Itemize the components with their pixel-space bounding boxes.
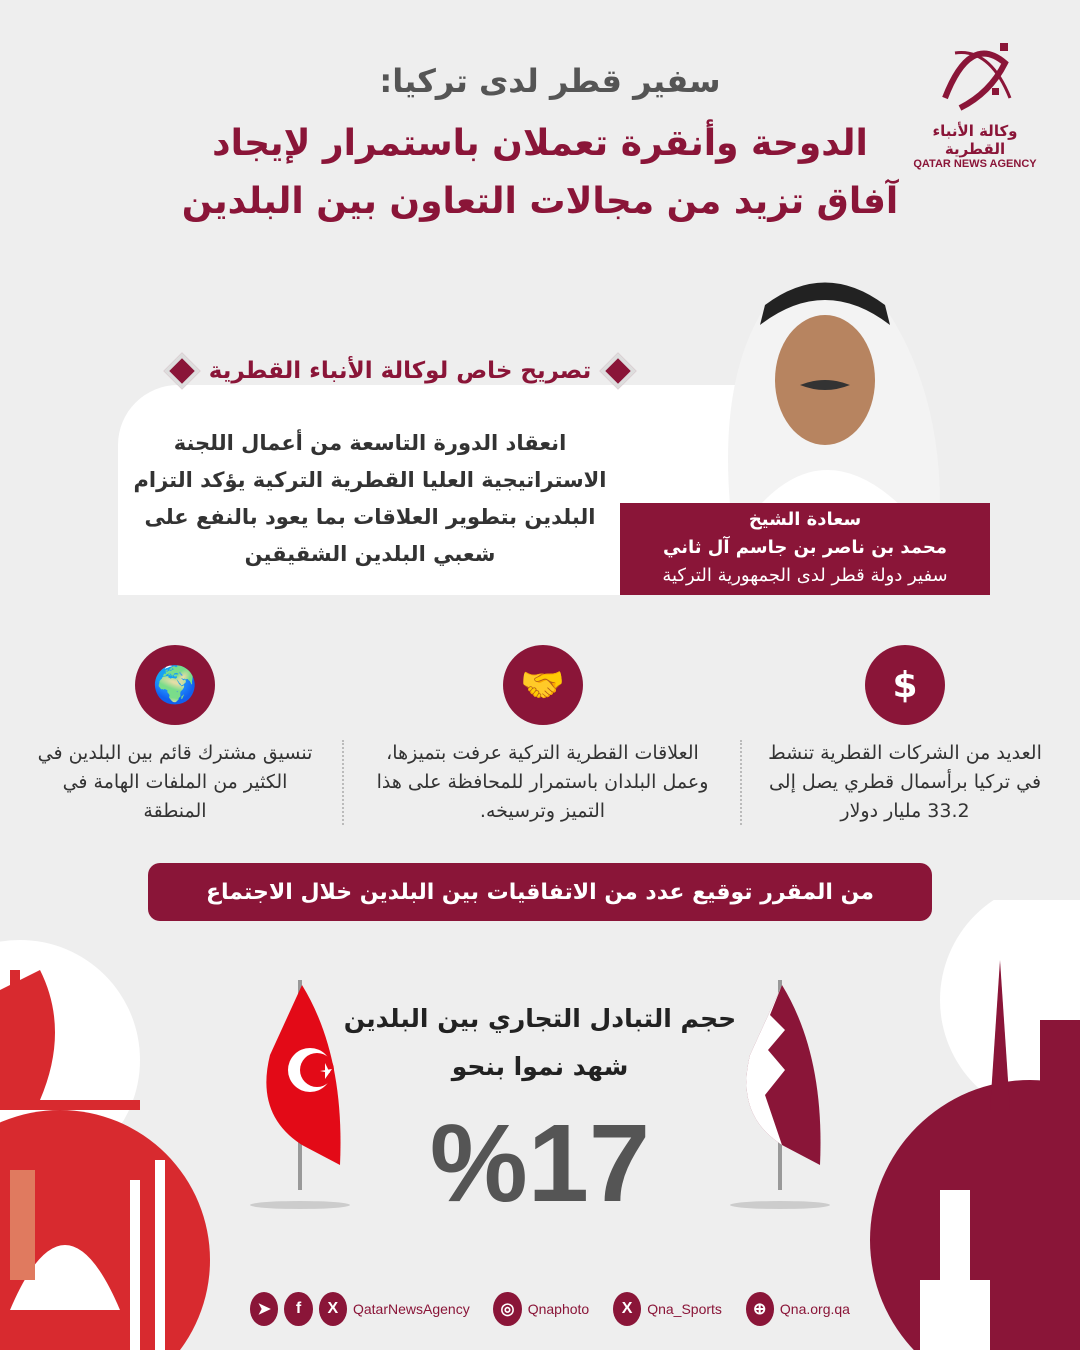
- instagram-icon[interactable]: ◎: [493, 1292, 521, 1326]
- diamond-icon: [163, 353, 200, 390]
- headline-kicker: سفير قطر لدى تركيا:: [379, 62, 721, 100]
- globe-icon[interactable]: ⊕: [746, 1292, 774, 1326]
- doha-skyline-illustration: [860, 900, 1080, 1350]
- x-icon[interactable]: X: [319, 1292, 347, 1326]
- ambassador-photo: [700, 255, 950, 505]
- telegram-icon[interactable]: ➤: [250, 1292, 278, 1326]
- feature-investment: [760, 645, 1050, 826]
- feature-text: العلاقات القطرية التركية عرفت بتميزها، وعمل البلدان باستمرار للمحافظة على هذا التميز وترسيخه.: [376, 742, 709, 822]
- statement-label-text: تصريح خاص لوكالة الأنباء القطرية: [208, 358, 592, 384]
- person-honorific: سعادة الشيخ: [748, 509, 862, 530]
- trade-growth-value: %17: [429, 1102, 651, 1225]
- person-title: سفير دولة قطر لدى الجمهورية التركية: [662, 565, 948, 586]
- headline-line-2: آفاق تزيد من مجالات التعاون بين البلدين: [181, 181, 899, 222]
- trade-volume: [330, 995, 750, 1091]
- feature-text: تنسيق مشترك قائم بين البلدين في الكثير من الملفات الهامة في المنطقة: [37, 742, 313, 822]
- headline: [150, 115, 930, 231]
- statement-quote: انعقاد الدورة التاسعة من أعمال اللجنة الاستراتيجية العليا القطرية التركية يؤكد التزام البلدين بتطوير العلاقات بما يعود بالنفع على شعبي البلدين الشقيقين: [133, 431, 607, 566]
- agreements-banner: من المقرر توقيع عدد من الاتفاقيات بين البلدين خلال الاجتماع: [148, 863, 932, 921]
- qna-logo: [905, 38, 1045, 170]
- social-handle-qatarnewsagency[interactable]: QatarNewsAgency: [352, 1301, 470, 1317]
- istanbul-skyline-illustration: [0, 930, 220, 1350]
- social-handle-qna-sports[interactable]: Qna_Sports: [647, 1301, 722, 1317]
- feature-coordination: [30, 645, 320, 826]
- trade-line-1: حجم التبادل التجاري بين البلدين: [343, 1004, 737, 1033]
- person-name: محمد بن ناصر بن جاسم آل ثاني: [662, 537, 948, 558]
- divider: [740, 740, 742, 825]
- ambassador-caption: [620, 503, 990, 595]
- trade-line-2: شهد نموا بنحو: [451, 1052, 629, 1081]
- diamond-icon: [600, 353, 637, 390]
- dollar-icon: $: [865, 645, 945, 725]
- handshake-icon: 🤝: [503, 645, 583, 725]
- facebook-icon[interactable]: f: [284, 1292, 312, 1326]
- globe-icon: 🌍: [135, 645, 215, 725]
- divider: [342, 740, 344, 825]
- x-icon[interactable]: X: [613, 1292, 641, 1326]
- logo-text-ar: وكالة الأنباء القطرية: [932, 122, 1018, 158]
- feature-relations: [370, 645, 715, 826]
- feature-text: العديد من الشركات القطرية تنشط في تركيا برأسمال قطري يصل إلى 33.2 مليار دولار: [768, 742, 1042, 822]
- headline-line-1: الدوحة وأنقرة تعملان باستمرار لإيجاد: [212, 123, 868, 164]
- website-link[interactable]: Qna.org.qa: [779, 1301, 850, 1317]
- statement-label: [160, 358, 640, 384]
- social-handle-qnaphoto[interactable]: Qnaphoto: [527, 1301, 590, 1317]
- qna-logo-mark-icon: [930, 38, 1020, 118]
- logo-text-en: QATAR NEWS AGENCY: [913, 158, 1037, 170]
- social-footer: [250, 1292, 850, 1326]
